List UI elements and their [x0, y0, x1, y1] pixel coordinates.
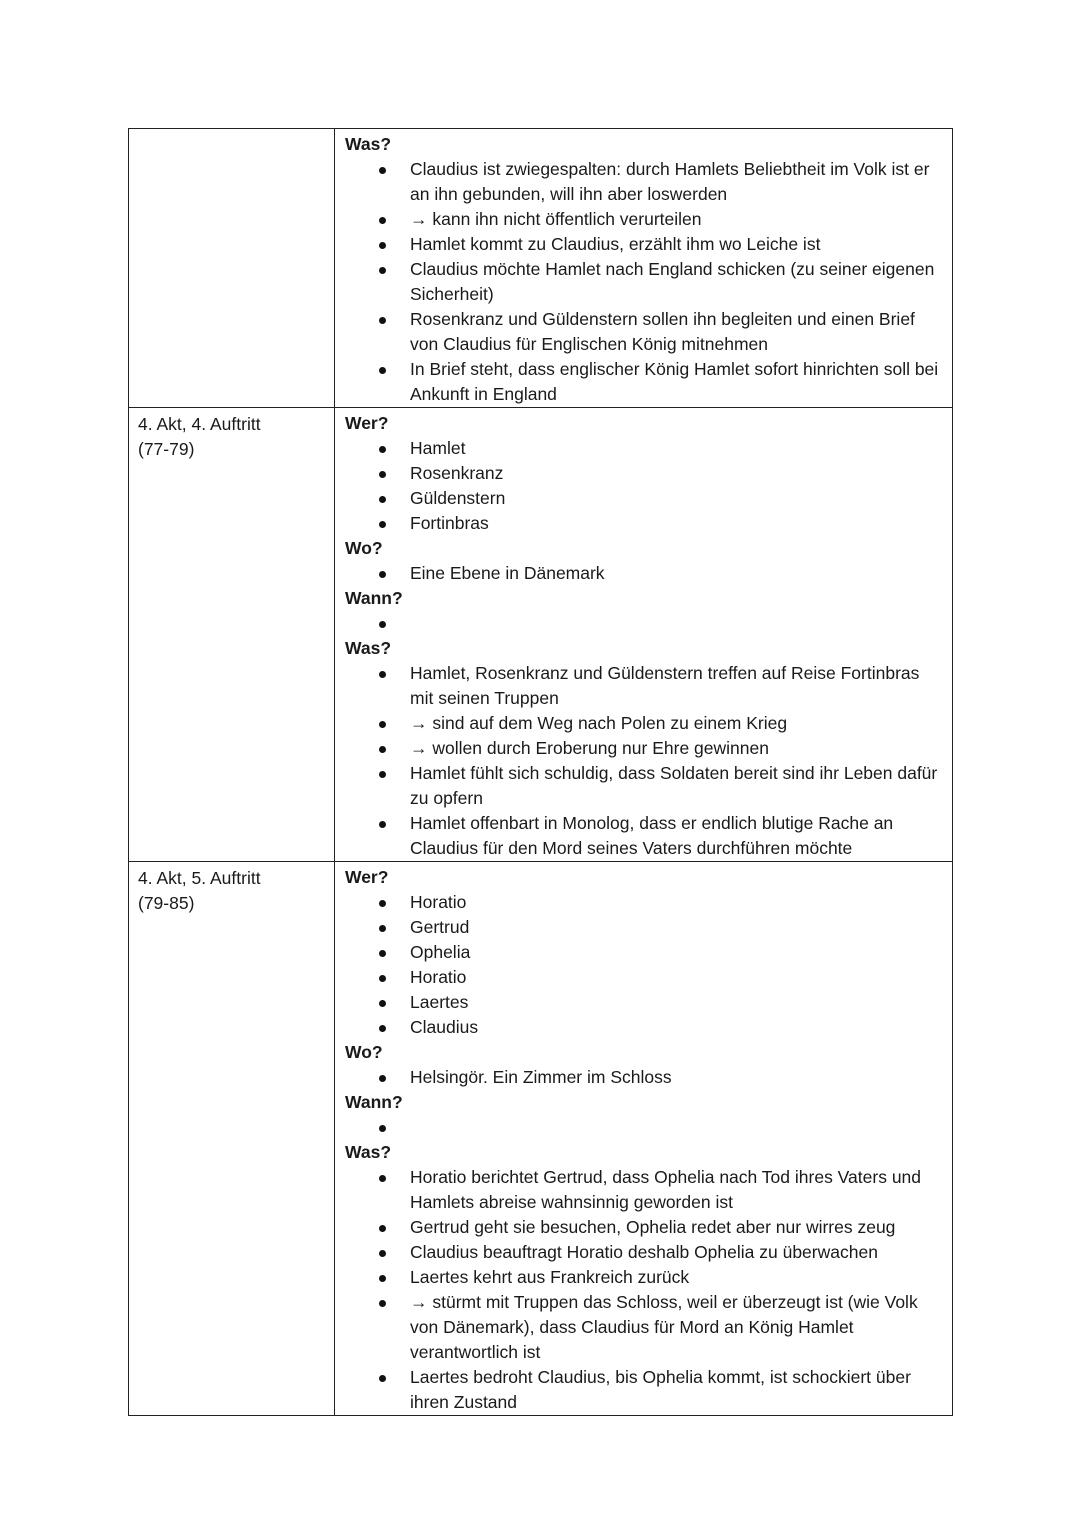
list-item-text: Claudius beauftragt Horatio deshalb Ophelia zu überwachen — [410, 1242, 878, 1262]
bullet-list — [345, 1165, 944, 1415]
list-item — [345, 761, 944, 811]
list-item — [345, 940, 944, 965]
scene-pages: (79-85) — [138, 893, 195, 913]
section-heading-was: Was? — [345, 638, 392, 658]
list-item — [345, 811, 944, 861]
bullet-icon — [379, 471, 386, 478]
section-heading-wann: Wann? — [345, 588, 403, 608]
bullet-icon — [379, 771, 386, 778]
scene-label-cell — [129, 129, 335, 408]
list-item — [345, 1215, 944, 1240]
bullet-icon — [379, 746, 386, 753]
list-item-text: Güldenstern — [410, 488, 506, 508]
list-item-text: Gertrud — [410, 917, 470, 937]
list-item — [345, 1290, 944, 1365]
list-item — [345, 661, 944, 711]
section-heading-was: Was? — [345, 134, 392, 154]
list-item — [345, 611, 944, 636]
list-item — [345, 486, 944, 511]
list-item-text: Claudius — [410, 1017, 479, 1037]
scene-title: 4. Akt, 5. Auftritt — [138, 868, 261, 888]
scene-content — [335, 408, 952, 861]
bullet-list — [345, 890, 944, 1040]
list-item — [345, 711, 944, 736]
bullet-icon — [379, 900, 386, 907]
bullet-icon — [379, 167, 386, 174]
bullet-icon — [379, 925, 386, 932]
bullet-icon — [379, 571, 386, 578]
bullet-list — [345, 611, 944, 636]
bullet-list — [345, 157, 944, 407]
bullet-icon — [379, 950, 386, 957]
scene-table-body — [129, 129, 953, 1416]
section-heading-wer: Wer? — [345, 413, 389, 433]
list-item — [345, 257, 944, 307]
list-item — [345, 1015, 944, 1040]
list-item — [345, 1365, 944, 1415]
list-item — [345, 436, 944, 461]
bullet-icon — [379, 1300, 386, 1307]
list-item — [345, 157, 944, 207]
list-item-text: Horatio — [410, 892, 467, 912]
bullet-icon — [379, 975, 386, 982]
list-item-text: Horatio — [410, 967, 467, 987]
list-item-text: Hamlet, Rosenkranz und Güldenstern treffen auf Reise Fortinbras mit seinen Truppen — [410, 663, 920, 708]
list-item-text: In Brief steht, dass englischer König Hamlet sofort hinrichten soll bei Ankunft in England — [410, 359, 939, 404]
scene-label — [129, 129, 334, 133]
bullet-icon — [379, 1175, 386, 1182]
bullet-icon — [379, 1225, 386, 1232]
list-item — [345, 461, 944, 486]
bullet-list — [345, 661, 944, 861]
list-item-text: Helsingör. Ein Zimmer im Schloss — [410, 1067, 672, 1087]
list-item-text: Horatio berichtet Gertrud, dass Ophelia nach Tod ihres Vaters und Hamlets abreise wahnsinnig geworden ist — [410, 1167, 922, 1212]
list-item-text: Rosenkranz und Güldenstern sollen ihn begleiten und einen Brief von Claudius für Englischen König mitnehmen — [410, 309, 915, 354]
bullet-list — [345, 436, 944, 536]
list-item-text: → kann ihn nicht öffentlich verurteilen — [410, 209, 702, 229]
bullet-icon — [379, 446, 386, 453]
section-heading-wer: Wer? — [345, 867, 389, 887]
list-item — [345, 1065, 944, 1090]
list-item — [345, 1165, 944, 1215]
list-item — [345, 990, 944, 1015]
section-heading-wann: Wann? — [345, 1092, 403, 1112]
scene-label — [129, 862, 334, 916]
list-item — [345, 307, 944, 357]
scene-row — [129, 408, 953, 862]
bullet-list — [345, 1065, 944, 1090]
bullet-icon — [379, 267, 386, 274]
list-item-text: → wollen durch Eroberung nur Ehre gewinnen — [410, 738, 769, 758]
scene-content-cell — [335, 129, 953, 408]
scene-content — [335, 129, 952, 407]
bullet-icon — [379, 317, 386, 324]
list-item-text: Laertes bedroht Claudius, bis Ophelia kommt, ist schockiert über ihren Zustand — [410, 1367, 911, 1412]
bullet-icon — [379, 1075, 386, 1082]
list-item-text: Claudius möchte Hamlet nach England schicken (zu seiner eigenen Sicherheit) — [410, 259, 935, 304]
list-item-text: Hamlet — [410, 438, 466, 458]
list-item — [345, 736, 944, 761]
bullet-icon — [379, 1275, 386, 1282]
scene-row — [129, 862, 953, 1416]
list-item-text: → stürmt mit Truppen das Schloss, weil er überzeugt ist (wie Volk von Dänemark), dass Claudius für Mord an König Hamlet verantwortlich ist — [410, 1292, 918, 1362]
list-item — [345, 890, 944, 915]
scene-label-cell — [129, 862, 335, 1416]
list-item — [345, 1265, 944, 1290]
scene-content-cell — [335, 408, 953, 862]
bullet-icon — [379, 1000, 386, 1007]
list-item — [345, 1115, 944, 1140]
bullet-icon — [379, 1250, 386, 1257]
section-heading-was: Was? — [345, 1142, 392, 1162]
list-item — [345, 561, 944, 586]
bullet-list — [345, 1115, 944, 1140]
list-item-text: Hamlet offenbart in Monolog, dass er endlich blutige Rache an Claudius für den Mord seines Vaters durchführen möchte — [410, 813, 894, 858]
list-item-text: Hamlet kommt zu Claudius, erzählt ihm wo Leiche ist — [410, 234, 821, 254]
bullet-icon — [379, 1375, 386, 1382]
list-item-text: Fortinbras — [410, 513, 489, 533]
list-item-text: Ophelia — [410, 942, 471, 962]
bullet-icon — [379, 521, 386, 528]
scene-pages: (77-79) — [138, 439, 195, 459]
bullet-icon — [379, 217, 386, 224]
list-item-text: Rosenkranz — [410, 463, 504, 483]
list-item-text: Laertes kehrt aus Frankreich zurück — [410, 1267, 690, 1287]
list-item-text: Hamlet fühlt sich schuldig, dass Soldaten bereit sind ihr Leben dafür zu opfern — [410, 763, 938, 808]
bullet-icon — [379, 1125, 386, 1132]
list-item — [345, 915, 944, 940]
scene-row — [129, 129, 953, 408]
bullet-icon — [379, 1025, 386, 1032]
bullet-icon — [379, 821, 386, 828]
scene-label — [129, 408, 334, 462]
scene-table — [128, 128, 953, 1416]
bullet-icon — [379, 671, 386, 678]
list-item-text: → sind auf dem Weg nach Polen zu einem Krieg — [410, 713, 788, 733]
bullet-icon — [379, 621, 386, 628]
list-item-text: Gertrud geht sie besuchen, Ophelia redet aber nur wirres zeug — [410, 1217, 896, 1237]
list-item-text: Eine Ebene in Dänemark — [410, 563, 605, 583]
scene-content — [335, 862, 952, 1415]
bullet-icon — [379, 496, 386, 503]
bullet-icon — [379, 721, 386, 728]
list-item — [345, 511, 944, 536]
section-heading-wo: Wo? — [345, 1042, 383, 1062]
list-item — [345, 965, 944, 990]
list-item — [345, 1240, 944, 1265]
bullet-icon — [379, 242, 386, 249]
list-item — [345, 232, 944, 257]
section-heading-wo: Wo? — [345, 538, 383, 558]
bullet-list — [345, 561, 944, 586]
scene-content-cell — [335, 862, 953, 1416]
scene-title: 4. Akt, 4. Auftritt — [138, 414, 261, 434]
scene-label-cell — [129, 408, 335, 862]
list-item-text: Laertes — [410, 992, 469, 1012]
bullet-icon — [379, 367, 386, 374]
list-item-text: Claudius ist zwiegespalten: durch Hamlets Beliebtheit im Volk ist er an ihn gebunden, will ihn aber loswerden — [410, 159, 930, 204]
list-item — [345, 207, 944, 232]
list-item — [345, 357, 944, 407]
